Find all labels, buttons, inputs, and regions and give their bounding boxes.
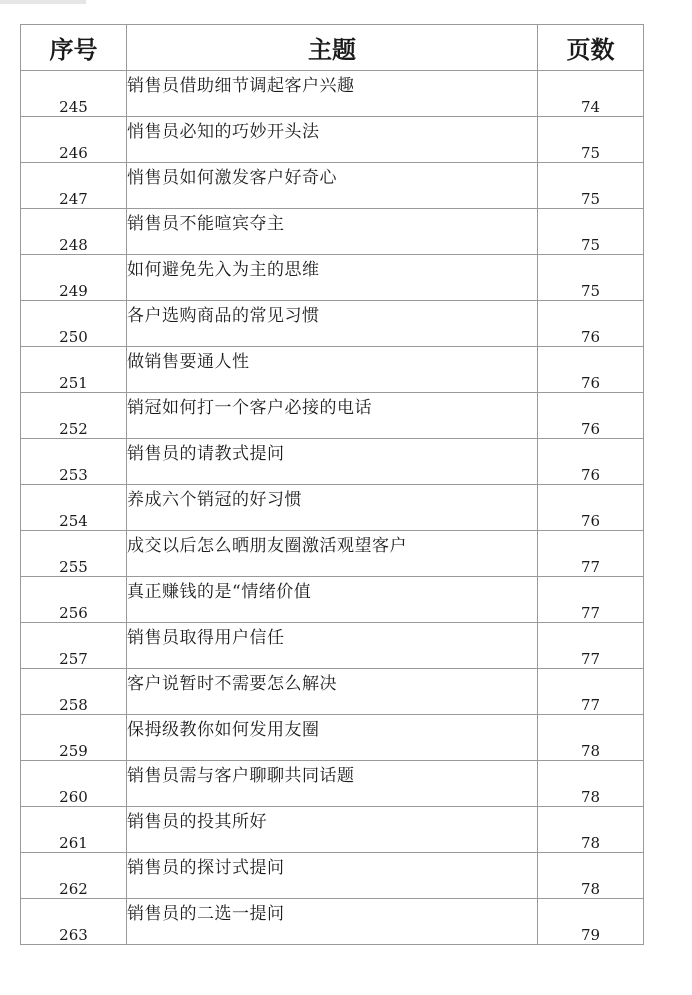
table-row — [21, 531, 644, 577]
row-number: 246 — [21, 117, 127, 163]
table-row — [21, 393, 644, 439]
row-topic: 销售员的投其所好 — [127, 807, 538, 853]
row-topic: 悄售员必知的巧妙开头法 — [127, 117, 538, 163]
header-number: 序号 — [21, 25, 127, 71]
row-page: 78 — [538, 807, 644, 853]
row-topic: 销售员取得用户信任 — [127, 623, 538, 669]
row-topic: 悄售员如何激发客户好奇心 — [127, 163, 538, 209]
header-row — [21, 25, 644, 71]
toc-table — [20, 24, 644, 945]
row-page: 74 — [538, 71, 644, 117]
row-page: 75 — [538, 209, 644, 255]
row-topic: 销售员不能喧宾夺主 — [127, 209, 538, 255]
row-number: 253 — [21, 439, 127, 485]
row-page: 78 — [538, 853, 644, 899]
row-page: 76 — [538, 485, 644, 531]
table-body — [21, 71, 644, 945]
table-row — [21, 853, 644, 899]
row-page: 76 — [538, 301, 644, 347]
row-number: 260 — [21, 761, 127, 807]
table-header — [21, 25, 644, 71]
row-topic: 销售员的二选一提问 — [127, 899, 538, 945]
row-page: 77 — [538, 531, 644, 577]
table-row — [21, 255, 644, 301]
row-topic: 成交以后怎么晒朋友圈激活观望客户 — [127, 531, 538, 577]
row-topic: 各户选购商品的常见习惯 — [127, 301, 538, 347]
table-row — [21, 807, 644, 853]
row-number: 248 — [21, 209, 127, 255]
table-row — [21, 347, 644, 393]
table-row — [21, 301, 644, 347]
table-row — [21, 899, 644, 945]
row-number: 255 — [21, 531, 127, 577]
row-topic: 销售员的请教式提问 — [127, 439, 538, 485]
table-row — [21, 209, 644, 255]
row-topic: 做销售要通人性 — [127, 347, 538, 393]
table-row — [21, 117, 644, 163]
row-page: 77 — [538, 623, 644, 669]
row-topic: 如何避免先入为主的思维 — [127, 255, 538, 301]
row-number: 257 — [21, 623, 127, 669]
row-number: 258 — [21, 669, 127, 715]
row-number: 249 — [21, 255, 127, 301]
table-row — [21, 163, 644, 209]
row-page: 76 — [538, 393, 644, 439]
row-topic: 销冠如何打一个客户必接的电话 — [127, 393, 538, 439]
row-number: 256 — [21, 577, 127, 623]
row-page: 75 — [538, 163, 644, 209]
row-number: 250 — [21, 301, 127, 347]
row-page: 75 — [538, 255, 644, 301]
table-row — [21, 71, 644, 117]
table-row — [21, 439, 644, 485]
row-page: 79 — [538, 899, 644, 945]
row-page: 77 — [538, 669, 644, 715]
row-page: 78 — [538, 761, 644, 807]
row-topic: 销售员借助细节调起客户兴趣 — [127, 71, 538, 117]
row-number: 254 — [21, 485, 127, 531]
row-number: 261 — [21, 807, 127, 853]
table-row — [21, 623, 644, 669]
row-number: 245 — [21, 71, 127, 117]
row-topic: 客户说暂时不需要怎么解决 — [127, 669, 538, 715]
table-row — [21, 761, 644, 807]
row-number: 251 — [21, 347, 127, 393]
row-topic: 保拇级教你如何发用友圈 — [127, 715, 538, 761]
row-topic: 养成六个销冠的好习惯 — [127, 485, 538, 531]
table-row — [21, 715, 644, 761]
header-topic: 主题 — [127, 25, 538, 71]
row-page: 76 — [538, 439, 644, 485]
row-page: 77 — [538, 577, 644, 623]
page-tab — [0, 0, 86, 4]
row-topic: 销售员需与客户聊聊共同话题 — [127, 761, 538, 807]
row-number: 262 — [21, 853, 127, 899]
row-topic: 销售员的探讨式提问 — [127, 853, 538, 899]
row-page: 75 — [538, 117, 644, 163]
row-number: 252 — [21, 393, 127, 439]
table-row — [21, 485, 644, 531]
table-row — [21, 577, 644, 623]
row-number: 263 — [21, 899, 127, 945]
header-page: 页数 — [538, 25, 644, 71]
row-page: 76 — [538, 347, 644, 393]
row-number: 247 — [21, 163, 127, 209]
row-number: 259 — [21, 715, 127, 761]
row-page: 78 — [538, 715, 644, 761]
table-row — [21, 669, 644, 715]
row-topic: 真正赚钱的是“情绪价值 — [127, 577, 538, 623]
